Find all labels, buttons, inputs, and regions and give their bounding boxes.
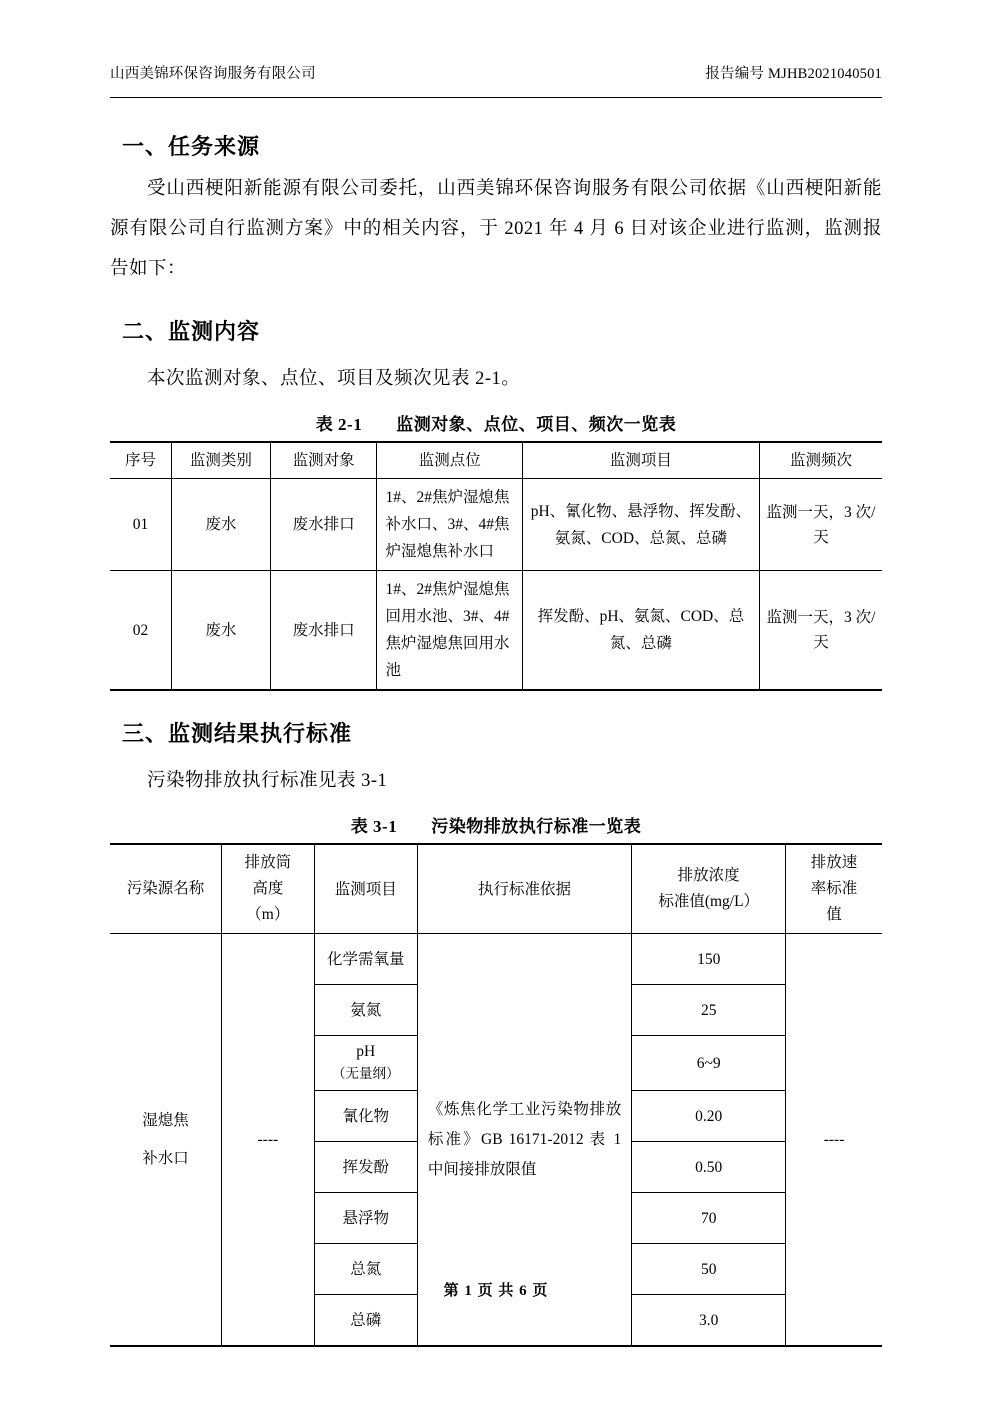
table-1-caption	[110, 410, 882, 435]
cell-source-name: 湿熄焦 补水口	[110, 934, 222, 1347]
cell-stack-height: ----	[222, 934, 315, 1347]
page-footer: 第 1 页 共 6 页	[443, 1283, 549, 1299]
cell-object: 废水排口	[270, 479, 377, 571]
header-company-name: 山西美锦环保咨询服务有限公司	[110, 66, 316, 82]
col-header-rate-limit: 排放速 率标准 值	[786, 844, 882, 934]
cell-concentration-limit: 70	[632, 1193, 786, 1244]
col-header-monitor-item: 监测项目	[314, 844, 417, 934]
table-header-row	[110, 844, 882, 934]
cell-concentration-limit: 0.20	[632, 1091, 786, 1142]
cell-frequency: 监测一天，3 次/天	[759, 571, 882, 691]
table-header-row	[110, 442, 882, 479]
table-1-caption-number: 表 2-1	[315, 415, 363, 434]
cell-monitor-item: 氰化物	[314, 1091, 417, 1142]
col-header-stack-height: 排放筒 高度 （m）	[222, 844, 315, 934]
cell-items: pH、氰化物、悬浮物、挥发酚、氨氮、COD、总氮、总磷	[522, 479, 759, 571]
cell-concentration-limit: 50	[632, 1244, 786, 1295]
section-3-body: 污染物排放执行标准见表 3-1	[147, 771, 388, 791]
cell-object: 废水排口	[270, 571, 377, 691]
cell-monitor-item: 挥发酚	[314, 1142, 417, 1193]
section-3-title: 三、监测结果执行标准	[122, 721, 353, 746]
col-header-source-name: 污染源名称	[110, 844, 222, 934]
table-row	[110, 571, 882, 691]
cell-items: 挥发酚、pH、氨氮、COD、总氮、总磷	[522, 571, 759, 691]
table-2-caption-number: 表 3-1	[350, 817, 398, 836]
cell-no: 01	[110, 479, 172, 571]
section-2-body: 本次监测对象、点位、项目及频次见表 2-1。	[147, 369, 521, 389]
col-header-concentration-limit: 排放浓度 标准值(mg/L）	[632, 844, 786, 934]
col-header-category: 监测类别	[172, 442, 271, 479]
cell-rate-limit: ----	[786, 934, 882, 1347]
cell-no: 02	[110, 571, 172, 691]
col-header-frequency: 监测频次	[759, 442, 882, 479]
cell-concentration-limit: 150	[632, 934, 786, 985]
cell-monitor-item: pH （无量纲）	[314, 1036, 417, 1091]
cell-monitor-item: 化学需氧量	[314, 934, 417, 985]
cell-point: 1#、2#焦炉湿熄焦补水口、3#、4#焦炉湿熄焦补水口	[377, 479, 522, 571]
cell-standard-basis: 《炼焦化学工业污染物排放标准》GB 16171-2012 表 1 中间接排放限值	[417, 934, 631, 1347]
cell-concentration-limit: 25	[632, 985, 786, 1036]
cell-concentration-limit: 6~9	[632, 1036, 786, 1091]
cell-frequency: 监测一天，3 次/天	[759, 479, 882, 571]
header-report-number: 报告编号 MJHB2021040501	[705, 66, 882, 82]
table-row	[110, 479, 882, 571]
table-2-caption-text: 污染物排放执行标准一览表	[431, 817, 642, 836]
col-header-standard-basis: 执行标准依据	[417, 844, 631, 934]
cell-concentration-limit: 3.0	[632, 1295, 786, 1347]
cell-point: 1#、2#焦炉湿熄焦回用水池、3#、4#焦炉湿熄焦回用水池	[377, 571, 522, 691]
table-1-caption-text: 监测对象、点位、项目、频次一览表	[396, 415, 677, 434]
col-header-point: 监测点位	[377, 442, 522, 479]
col-header-items: 监测项目	[522, 442, 759, 479]
header-divider	[110, 97, 882, 98]
emission-standard-table	[110, 843, 882, 1347]
section-2-title: 二、监测内容	[122, 319, 261, 344]
cell-monitor-item: 氨氮	[314, 985, 417, 1036]
section-1-title: 一、任务来源	[122, 134, 261, 159]
page-header	[110, 0, 882, 104]
cell-category: 废水	[172, 479, 271, 571]
table-2-caption	[110, 812, 882, 837]
col-header-no: 序号	[110, 442, 172, 479]
cell-monitor-item: 总氮	[314, 1244, 417, 1295]
monitoring-content-table	[110, 441, 882, 691]
cell-monitor-item: 悬浮物	[314, 1193, 417, 1244]
cell-monitor-item: 总磷	[314, 1295, 417, 1347]
cell-category: 废水	[172, 571, 271, 691]
col-header-object: 监测对象	[270, 442, 377, 479]
table-row	[110, 934, 882, 985]
section-1-body: 受山西梗阳新能源有限公司委托，山西美锦环保咨询服务有限公司依据《山西梗阳新能源有限公司自行监测方案》中的相关内容，于 2021 年 4 月 6 日对该企业进行监测，监测报告如下：	[110, 179, 882, 279]
cell-concentration-limit: 0.50	[632, 1142, 786, 1193]
